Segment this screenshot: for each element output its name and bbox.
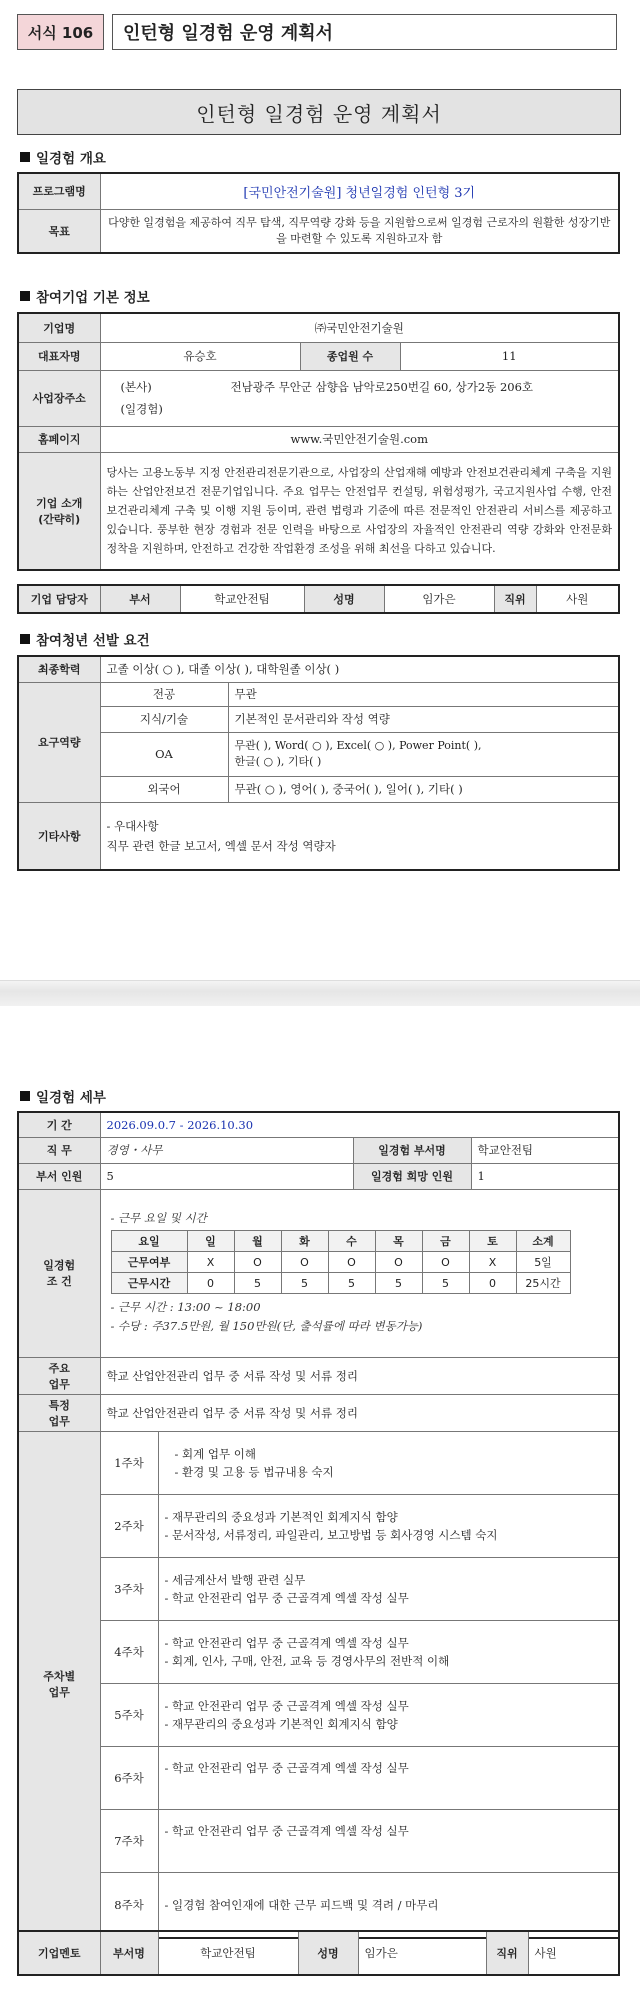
major-label: 전공 (100, 682, 228, 706)
company-name-label: 기업명 (18, 313, 100, 342)
skill-label: 지식/기술 (100, 706, 228, 732)
company-intro-label-line1: 기업 소개 (36, 496, 83, 510)
week-label: 8주차 (100, 1872, 158, 1938)
oa-value-line2: 한글( ○ ), 기타( ) (234, 755, 322, 768)
week-task-item: - 재무관리의 중요성과 기본적인 회계지식 함양 (164, 1509, 398, 1524)
schedule-row-label: 근무시간 (111, 1273, 187, 1294)
weekly-task-label-line1: 주차별 (43, 1670, 76, 1684)
week-label: 4주차 (100, 1620, 158, 1683)
competency-label: 요구역량 (18, 682, 100, 802)
program-label: 프로그램명 (18, 173, 100, 209)
schedule-header-cell: 월 (234, 1231, 281, 1252)
week-label: 7주차 (100, 1809, 158, 1872)
week-label: 3주차 (100, 1557, 158, 1620)
specific-task-label (18, 1394, 100, 1431)
weekly-task-label (18, 1431, 100, 1938)
main-task-label (18, 1357, 100, 1394)
schedule-cell: O (234, 1252, 281, 1273)
week-label: 6주차 (100, 1746, 158, 1809)
other-value-line1: - 우대사항 (106, 818, 159, 833)
schedule-cell: 5 (422, 1273, 469, 1294)
week-task-item: - 학교 안전관리 업무 중 근골격계 엑셀 작성 실무 (164, 1635, 409, 1650)
schedule-header-cell: 요일 (111, 1231, 187, 1252)
mentor-name-label: 성명 (298, 1931, 358, 1975)
square-bullet-icon (20, 152, 30, 162)
company-table (17, 312, 620, 571)
period-label: 기 간 (18, 1112, 100, 1137)
schedule-header-cell: 화 (281, 1231, 328, 1252)
address-hq-label: (본사) (120, 380, 152, 394)
schedule-table (111, 1230, 571, 1294)
week-task-item: - 환경 및 고용 등 법규내용 숙지 (174, 1464, 334, 1479)
employee-count-value: 11 (400, 342, 619, 370)
job-label: 직 무 (18, 1137, 100, 1163)
homepage-label: 홈페이지 (18, 426, 100, 452)
conditions-label-line1: 일경험 (43, 1259, 76, 1272)
week-task-item: - 회계, 인사, 구매, 안전, 교육 등 경영사무의 전반적 이해 (164, 1653, 450, 1668)
conditions-label-line2: 조 건 (46, 1275, 72, 1288)
address-label: 사업장주소 (18, 370, 100, 426)
company-name-value: ㈜국민안전기술원 (100, 313, 619, 342)
week-tasks (158, 1683, 619, 1746)
square-bullet-icon (20, 1091, 30, 1101)
schedule-header-cell: 수 (328, 1231, 375, 1252)
schedule-cell: X (187, 1252, 234, 1273)
schedule-cell: 5 (281, 1273, 328, 1294)
square-bullet-icon (20, 634, 30, 644)
weekly-task-label-line2: 업무 (48, 1686, 70, 1700)
schedule-cell: 25시간 (516, 1273, 570, 1294)
schedule-cell: 0 (187, 1273, 234, 1294)
details-table (17, 1111, 620, 1939)
other-value (100, 802, 619, 870)
week-tasks (158, 1872, 619, 1938)
section-heading-text: 일경험 세부 (36, 1090, 106, 1106)
job-value: 경영・사무 (100, 1137, 353, 1163)
schedule-header-cell: 금 (422, 1231, 469, 1252)
oa-value (228, 732, 619, 776)
schedule-row-hours (111, 1273, 570, 1294)
company-intro-label (18, 452, 100, 570)
schedule-header-cell: 소계 (516, 1231, 570, 1252)
program-value: [국민안전기술원] 청년일경험 인턴형 3기 (100, 173, 619, 209)
schedule-cell: 5 (375, 1273, 422, 1294)
section-heading-company (20, 286, 150, 306)
section-heading-overview (20, 147, 106, 167)
dept-value: 학교안전팀 (471, 1137, 619, 1163)
week-tasks (158, 1746, 619, 1809)
document-title: 인턴형 일경험 운영 계획서 (17, 89, 621, 135)
conditions-label (18, 1189, 100, 1357)
schedule-cell: 0 (469, 1273, 516, 1294)
specific-task-label-line1: 특정 (48, 1398, 70, 1412)
language-value: 무관( ○ ), 영어( ), 중국어( ), 일어( ), 기타( ) (228, 776, 619, 802)
mentor-table (17, 1930, 620, 1976)
contact-position-value: 사원 (536, 585, 619, 613)
schedule-cell: O (281, 1252, 328, 1273)
homepage-value: www.국민안전기술원.com (100, 426, 619, 452)
contact-dept-value: 학교안전팀 (180, 585, 304, 613)
week-task-item: - 세금계산서 발행 관련 실무 (164, 1572, 306, 1587)
schedule-cell: O (422, 1252, 469, 1273)
mentor-position-label: 직위 (486, 1931, 528, 1975)
language-label: 외국어 (100, 776, 228, 802)
week-tasks (158, 1494, 619, 1557)
schedule-cell: 5일 (516, 1252, 570, 1273)
mentor-label: 기업멘토 (18, 1931, 100, 1975)
schedule-cell: 5 (328, 1273, 375, 1294)
week-task-item: - 학교 안전관리 업무 중 근골격계 엑셀 작성 실무 (164, 1823, 409, 1838)
contact-name-value: 임가은 (384, 585, 494, 613)
contact-label: 기업 담당자 (18, 585, 100, 613)
specific-task-value: 학교 산업안전관리 업무 중 서류 작성 및 서류 정리 (100, 1394, 619, 1431)
ceo-value: 유승호 (100, 342, 300, 370)
page-1 (0, 0, 640, 980)
address-value (100, 370, 619, 426)
page-2 (0, 1006, 640, 1989)
contact-dept-label: 부서 (100, 585, 180, 613)
address-hq-value: 전남광주 무안군 삼향읍 남악로250번길 60, 상가2동 206호 (230, 380, 534, 394)
form-number-badge: 서식 106 (17, 14, 104, 50)
dept-label: 일경험 부서명 (353, 1137, 471, 1163)
overview-table (17, 172, 620, 254)
section-heading-requirements (20, 629, 150, 649)
other-label: 기타사항 (18, 802, 100, 870)
staff-label: 부서 인원 (18, 1163, 100, 1189)
mentor-position-value: 사원 (528, 1931, 619, 1975)
week-label: 1주차 (100, 1431, 158, 1494)
section-heading-text: 일경험 개요 (36, 151, 106, 167)
main-task-value: 학교 산업안전관리 업무 중 서류 작성 및 서류 정리 (100, 1357, 619, 1394)
form-title: 인턴형 일경험 운영 계획서 (112, 14, 617, 50)
week-task-item: - 학교 안전관리 업무 중 근골격계 엑셀 작성 실무 (164, 1590, 409, 1605)
requirements-table (17, 655, 620, 871)
form-header (17, 14, 617, 50)
education-label: 최종학력 (18, 656, 100, 682)
schedule-header-row (111, 1231, 570, 1252)
week-task-item: - 회계 업무 이해 (174, 1446, 257, 1461)
conditions-value (100, 1189, 619, 1357)
week-label: 2주차 (100, 1494, 158, 1557)
schedule-header-cell: 일 (187, 1231, 234, 1252)
week-label: 5주차 (100, 1683, 158, 1746)
main-task-label-line1: 주요 (48, 1361, 70, 1375)
conditions-pay: - 수당 : 주37.5만원, 월 150만원(단, 출석률에 따라 변동가능) (110, 1319, 423, 1333)
schedule-row-label: 근무여부 (111, 1252, 187, 1273)
schedule-cell: X (469, 1252, 516, 1273)
education-value: 고졸 이상( ○ ), 대졸 이상( ), 대학원졸 이상( ) (100, 656, 619, 682)
week-task-item: - 학교 안전관리 업무 중 근골격계 엑셀 작성 실무 (164, 1760, 409, 1775)
desired-count-value: 1 (471, 1163, 619, 1189)
schedule-cell: 5 (234, 1273, 281, 1294)
employee-count-label: 종업원 수 (300, 342, 400, 370)
ceo-label: 대표자명 (18, 342, 100, 370)
desired-count-label: 일경험 희망 인원 (353, 1163, 471, 1189)
week-tasks (158, 1431, 619, 1494)
oa-value-line1: 무관( ), Word( ○ ), Excel( ○ ), Power Point( ), (234, 739, 482, 752)
specific-task-label-line2: 업무 (48, 1414, 70, 1428)
company-intro-label-line2: (간략히) (38, 512, 81, 526)
section-heading-text: 참여기업 기본 정보 (36, 290, 150, 306)
contact-name-label: 성명 (304, 585, 384, 613)
schedule-header-cell: 토 (469, 1231, 516, 1252)
main-task-label-line2: 업무 (48, 1377, 70, 1391)
contact-table (17, 584, 620, 614)
goal-label: 목표 (18, 209, 100, 253)
week-task-item: - 문서작성, 서류정리, 파일관리, 보고방법 등 회사경영 시스템 숙지 (164, 1527, 498, 1542)
square-bullet-icon (20, 291, 30, 301)
week-task-item: - 재무관리의 중요성과 기본적인 회계지식 함양 (164, 1716, 398, 1731)
staff-value: 5 (100, 1163, 353, 1189)
schedule-cell: O (328, 1252, 375, 1273)
conditions-intro: - 근무 요일 및 시간 (110, 1211, 207, 1225)
company-intro-value: 당사는 고용노동부 지정 안전관리전문기관으로, 사업장의 산업재해 예방과 안전보건관리체계 구축을 지원하는 산업안전보건 전문기업입니다. 주요 업무는 안전업무 컨설팅, 위험성평가, 국고지원사업 수행, 안전보건관리체계 구축 및 이행 지원 등이며, 관련 법령과 기준에 따른 전문적인 안전관리 서비스를 제공하고 있습니다. 풍부한 현장 경험과 전문 인력을 바탕으로 사업장의 자율적인 안전관리 역량 강화와 안전문화 정착을 지원하며, 안전하고 건강한 작업환경 조성을 위해 최선을 다하고 있습니다. (100, 452, 619, 570)
schedule-row-workdays (111, 1252, 570, 1273)
contact-position-label: 직위 (494, 585, 536, 613)
oa-label: OA (100, 732, 228, 776)
week-tasks (158, 1809, 619, 1872)
section-heading-text: 참여청년 선발 요건 (36, 633, 150, 649)
schedule-cell: O (375, 1252, 422, 1273)
conditions-time: - 근무 시간 : 13:00 ~ 18:00 (110, 1300, 261, 1314)
section-heading-details (20, 1086, 106, 1106)
mentor-name-value: 임가은 (358, 1931, 486, 1975)
address-site-label: (일경험) (120, 402, 163, 416)
mentor-dept-label: 부서명 (100, 1931, 158, 1975)
mentor-dept-value: 학교안전팀 (158, 1931, 298, 1975)
other-value-line2: 직무 관련 한글 보고서, 엑셀 문서 작성 역량자 (106, 838, 336, 853)
major-value: 무관 (228, 682, 619, 706)
skill-value: 기본적인 문서관리와 작성 역량 (228, 706, 619, 732)
week-tasks (158, 1557, 619, 1620)
week-task-item: - 학교 안전관리 업무 중 근골격계 엑셀 작성 실무 (164, 1698, 409, 1713)
week-task-item: - 일경험 참여인재에 대한 근무 피드백 및 격려 / 마무리 (164, 1897, 439, 1912)
week-tasks (158, 1620, 619, 1683)
goal-value: 다양한 일경험을 제공하여 직무 탐색, 직무역량 강화 등을 지원함으로써 일경험 근로자의 원활한 성장기반을 마련할 수 있도록 지원하고자 함 (100, 209, 619, 253)
period-value: 2026.09.0.7 - 2026.10.30 (100, 1112, 619, 1137)
page-break (0, 980, 640, 1008)
schedule-header-cell: 목 (375, 1231, 422, 1252)
